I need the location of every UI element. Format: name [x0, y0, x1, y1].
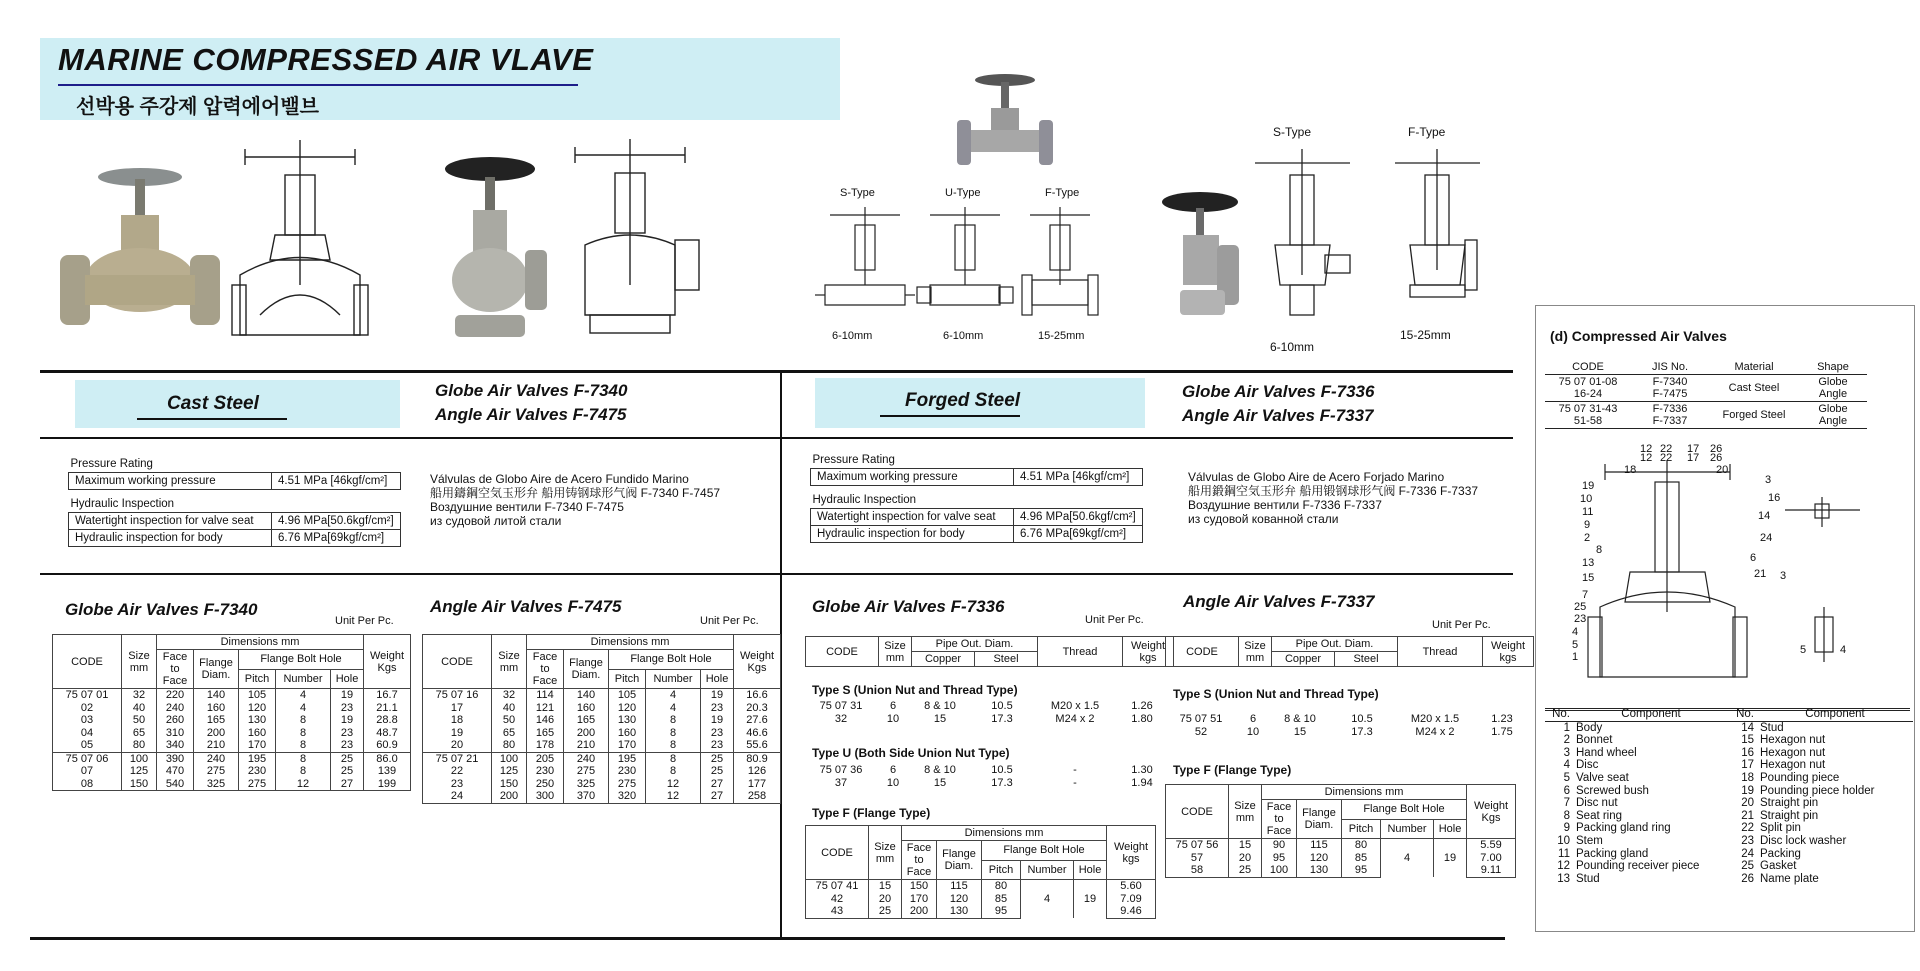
f-type-drawing	[1020, 205, 1100, 325]
forged-hydraulic-heading: Hydraulic Inspection	[812, 494, 917, 506]
col-code: CODE	[806, 826, 869, 880]
col-code: CODE	[53, 635, 122, 689]
u-type-label: U-Type	[945, 187, 981, 199]
forged-f-type-label: F-Type	[1408, 125, 1446, 139]
col-copper: Copper	[1272, 652, 1335, 667]
rule-top	[40, 370, 1513, 373]
list-item: 6 Screwed bush 19 Pounding piece holder	[1563, 784, 1875, 797]
cast-body-inspection-value: 6.76 MPa[69kgf/cm²]	[272, 530, 401, 547]
cast-globe-valve-photo	[55, 165, 225, 340]
diagram-number: 16	[1768, 492, 1781, 504]
diagram-number: 4	[1840, 644, 1847, 656]
col-hole: Hole	[1434, 819, 1467, 839]
t7336-unit: Unit Per Pc.	[1085, 614, 1144, 626]
col-pitch: Pitch	[982, 860, 1021, 880]
s-type-label: S-Type	[840, 187, 875, 199]
col-hole: Hole	[701, 669, 734, 689]
cast-body-inspection-label: Hydraulic inspection for body	[69, 530, 272, 547]
t7336-type-f-table	[805, 825, 1156, 919]
cast-name-es: Válvulas de Globo Aire de Acero Fundido Marino	[430, 472, 689, 486]
col-flange: Flange Diam.	[1297, 800, 1342, 839]
col-flange: Flange Diam.	[937, 841, 982, 880]
col-thread: Thread	[1038, 637, 1123, 667]
cast-angle-valve-drawing	[565, 135, 705, 350]
table-row: 52 10 15 17.3 M24 x 2 1.75	[1194, 725, 1513, 738]
s-type-drawing	[815, 205, 915, 325]
col-fbh: Flange Bolt Hole	[609, 650, 734, 670]
cast-name-cn: 船用鑄鋼空気玉形弁 船用铸钢球形气阀 F-7340 F-7457	[430, 486, 721, 500]
table-row: 75 07 01 32 220 140 105 4 19 16.7	[53, 689, 411, 702]
s-type-size: 6-10mm	[832, 330, 873, 342]
table-row: 19 65 165 200 160 8 23 46.6	[423, 727, 781, 740]
col-code: CODE	[423, 635, 492, 689]
table-row: 57 20 95 120 85 7.00	[1166, 852, 1516, 865]
u-type-size: 6-10mm	[943, 330, 984, 342]
table-row: 75 07 36 6 8 & 10 10.5 - 1.30	[819, 764, 1153, 776]
list-item: 9 Packing gland ring 22 Split pin	[1563, 822, 1801, 835]
f-type-size: 15-25mm	[1038, 330, 1085, 342]
forged-multilingual-names	[1188, 470, 1478, 526]
diagram-number: 11	[1582, 506, 1594, 518]
rule-3	[40, 573, 1513, 575]
panel-col-material: Material	[1734, 361, 1774, 373]
diagram-number: 9	[1584, 519, 1591, 531]
col-number: Number	[646, 669, 701, 689]
table-row: 37 10 15 17.3 - 1.94	[834, 776, 1153, 789]
col-number: Number	[1021, 860, 1074, 880]
table-row: 42 20 170 120 85 7.09	[806, 893, 1156, 906]
col-dimensions: Dimensions mm	[902, 826, 1107, 841]
table-row: 75 07 21 100 205 240 195 8 25 80.9	[423, 752, 781, 765]
forged-steel-label: Forged Steel	[905, 390, 1021, 411]
comp-col-no: No.	[1736, 708, 1754, 720]
table-row: 18 50 146 165 130 8 19 27.6	[423, 714, 781, 727]
diagram-number: 17	[1687, 443, 1700, 455]
page-subtitle: 선박용 주강제 압력에어밸브	[76, 96, 319, 118]
table-row: 75 07 51 6 8 & 10 10.5 M20 x 1.5 1.23	[1179, 713, 1513, 725]
table-row: 23 150 250 325 275 12 27 177	[423, 778, 781, 791]
forged-watertight-value: 4.96 MPa[50.6kgf/cm²]	[1014, 509, 1143, 526]
t7340-unit: Unit Per Pc.	[335, 615, 394, 627]
table-row: 03 50 260 165 130 8 19 28.8	[53, 714, 411, 727]
list-item: 10 Stem 23 Disc lock washer	[1557, 834, 1847, 847]
col-number: Number	[1381, 819, 1434, 839]
col-weight: Weight Kgs	[364, 635, 411, 689]
table-row: 22 125 230 275 230 8 25 126	[423, 765, 781, 778]
list-item: 12 Pounding receiver piece 25 Gasket	[1557, 860, 1797, 873]
cast-title-angle: Angle Air Valves F-7475	[435, 405, 627, 424]
col-code: CODE	[806, 637, 879, 667]
col-dimensions: Dimensions mm	[157, 635, 364, 650]
t7336-type-s-rows	[805, 700, 1167, 725]
t7475-unit: Unit Per Pc.	[700, 615, 759, 627]
col-face: Face to Face	[157, 650, 194, 689]
comp-col-no: No.	[1552, 708, 1570, 720]
comp-col-name: Component	[1805, 708, 1865, 720]
table-row: 43 25 200 130 95 9.46	[806, 905, 1156, 918]
panel-d-table	[1545, 360, 1867, 429]
cast-multilingual-names	[430, 472, 720, 528]
forged-max-pressure-label: Maximum working pressure	[811, 469, 1014, 486]
list-item: 5 Valve seat 18 Pounding piece	[1563, 771, 1840, 784]
diagram-number: 6	[1750, 552, 1757, 564]
diagram-number: 26	[1710, 452, 1723, 464]
t7336-type-u-label: Type U (Both Side Union Nut Type)	[812, 746, 1010, 760]
col-size: Size mm	[492, 635, 527, 689]
diagram-number: 23	[1574, 613, 1587, 625]
col-size: Size mm	[879, 637, 912, 667]
col-size: Size mm	[869, 826, 902, 880]
table-row: 75 07 31 6 8 & 10 10.5 M20 x 1.5 1.26	[819, 700, 1153, 712]
forged-name-ru1: Воздушние вентили F-7336 F-7337	[1188, 498, 1382, 512]
diagram-number: 5	[1800, 644, 1807, 656]
t7340-table	[52, 634, 411, 791]
forged-body-inspection-label: Hydraulic inspection for body	[811, 526, 1014, 543]
diagram-number: 1	[1572, 651, 1579, 663]
col-weight: Weight kgs	[1123, 637, 1174, 667]
diagram-number: 12	[1640, 452, 1653, 464]
table-row: 05 80 340 210 170 8 23 60.9	[53, 739, 411, 752]
forged-steel-underline	[880, 415, 1020, 417]
f-type-label: F-Type	[1045, 187, 1080, 199]
forged-watertight-label: Watertight inspection for valve seat	[811, 509, 1014, 526]
table-row: 24 200 300 370 320 12 27 258	[423, 790, 781, 803]
cast-title-globe: Globe Air Valves F-7340	[435, 381, 628, 400]
table-row: 75 07 31-43 51-58 F-7336 F-7337 Forged Steel Globe Angle	[1545, 402, 1867, 429]
panel-col-shape: Shape	[1817, 361, 1849, 373]
rule-2	[40, 437, 1513, 439]
cast-pressure-heading: Pressure Rating	[70, 458, 153, 470]
col-face: Face to Face	[902, 841, 937, 880]
table-row: 75 07 16 32 114 140 105 4 19 16.6	[423, 689, 781, 702]
cast-steel-label: Cast Steel	[167, 393, 259, 414]
col-pitch: Pitch	[239, 669, 276, 689]
col-code: CODE	[1166, 637, 1239, 667]
col-size: Size mm	[122, 635, 157, 689]
forged-s-type-label: S-Type	[1273, 125, 1312, 139]
forged-pressure-heading: Pressure Rating	[812, 454, 895, 466]
panel-col-jis: JIS No.	[1651, 361, 1689, 373]
cast-name-ru1: Воздушние вентили F-7340 F-7475	[430, 500, 624, 514]
table-row: 04 65 310 200 160 8 23 48.7	[53, 727, 411, 740]
col-size: Size mm	[1229, 785, 1262, 839]
diagram-number: 19	[1582, 480, 1595, 492]
col-weight: Weight Kgs	[1467, 785, 1516, 839]
col-fbh: Flange Bolt Hole	[982, 841, 1107, 861]
diagram-labels	[1560, 452, 1900, 697]
t7337-type-s-label: Type S (Union Nut and Thread Type)	[1173, 687, 1379, 701]
u-type-drawing	[915, 205, 1015, 325]
t7336-type-s-label: Type S (Union Nut and Thread Type)	[812, 683, 1018, 697]
cast-pressure-block	[68, 454, 401, 547]
col-hole: Hole	[1074, 860, 1107, 880]
diagram-number: 22	[1660, 452, 1673, 464]
list-item: 1 Body 14 Stud	[1563, 721, 1784, 734]
t7336-type-s-table	[805, 636, 1174, 667]
col-flange: Flange Diam.	[564, 650, 609, 689]
t7340-title: Globe Air Valves F-7340	[65, 600, 258, 619]
cast-globe-valve-drawing	[230, 135, 370, 350]
col-steel: Steel	[1335, 652, 1398, 667]
col-face: Face to Face	[527, 650, 564, 689]
components-table	[1545, 708, 1913, 885]
forged-globe-valve-photo	[955, 70, 1055, 170]
table-row: 20 80 178 210 170 8 23 55.6	[423, 739, 781, 752]
t7337-title: Angle Air Valves F-7337	[1183, 592, 1375, 611]
diagram-number: 26	[1710, 443, 1723, 455]
table-row: 32 10 15 17.3 M24 x 2 1.80	[834, 712, 1153, 725]
panel-col-code: CODE	[1572, 361, 1604, 373]
table-row: 08 150 540 325 275 12 27 199	[53, 778, 411, 791]
diagram-number: 18	[1624, 464, 1637, 476]
table-row: 02 40 240 160 120 4 23 21.1	[53, 702, 411, 715]
col-pipe: Pipe Out. Diam.	[912, 637, 1038, 652]
diagram-number: 17	[1687, 452, 1700, 464]
list-item: 13 Stud 26 Name plate	[1557, 872, 1819, 885]
table-row: 17 40 121 160 120 4 23 20.3	[423, 702, 781, 715]
col-pitch: Pitch	[1342, 819, 1381, 839]
title-underline	[58, 84, 578, 86]
cast-watertight-label: Watertight inspection for valve seat	[69, 513, 272, 530]
cast-max-pressure-value: 4.51 MPa [46kgf/cm²]	[272, 473, 401, 490]
table-row: 75 07 01-08 16-24 F-7340 F-7475 Cast Steel Globe Angle	[1545, 375, 1867, 402]
forged-name-es: Válvulas de Globo Aire de Acero Forjado Marino	[1188, 470, 1445, 484]
diagram-number: 10	[1580, 493, 1593, 505]
diagram-number: 4	[1572, 626, 1579, 638]
t7336-type-f-label: Type F (Flange Type)	[812, 806, 931, 820]
t7475-title: Angle Air Valves F-7475	[430, 597, 622, 616]
diagram-number: 2	[1584, 532, 1591, 544]
t7336-type-u-rows	[805, 764, 1167, 789]
col-dimensions: Dimensions mm	[1262, 785, 1467, 800]
col-weight: Weight kgs	[1107, 826, 1156, 880]
col-pitch: Pitch	[609, 669, 646, 689]
forged-name-ru2: из судовой кованной стали	[1188, 512, 1339, 526]
diagram-number: 13	[1582, 557, 1595, 569]
forged-angle-f-type-drawing	[1385, 145, 1500, 325]
col-size: Size mm	[1239, 637, 1272, 667]
col-flange: Flange Diam.	[194, 650, 239, 689]
diagram-number: 20	[1716, 464, 1729, 476]
table-row: 58 25 100 130 95 9.11	[1166, 864, 1516, 877]
diagram-number: 5	[1572, 639, 1579, 651]
diagram-number: 7	[1582, 589, 1589, 601]
col-fbh: Flange Bolt Hole	[239, 650, 364, 670]
table-row: 75 07 41 15 150 115 80 4 19 5.60	[806, 880, 1156, 893]
forged-f-type-size: 15-25mm	[1400, 328, 1451, 342]
cast-max-pressure-label: Maximum working pressure	[69, 473, 272, 490]
forged-max-pressure-value: 4.51 MPa [46kgf/cm²]	[1014, 469, 1143, 486]
diagram-number: 3	[1765, 474, 1772, 486]
comp-col-name: Component	[1621, 708, 1681, 720]
cast-watertight-value: 4.96 MPa[50.6kgf/cm²]	[272, 513, 401, 530]
cast-angle-valve-photo	[440, 155, 550, 345]
t7337-type-s-rows	[1165, 713, 1527, 738]
t7337-type-s-table	[1165, 636, 1534, 667]
cast-name-ru2: из судовой литой стали	[430, 514, 562, 528]
diagram-number: 15	[1582, 572, 1595, 584]
t7337-type-f-table	[1165, 784, 1516, 878]
forged-pressure-block	[810, 450, 1143, 543]
forged-angle-s-type-drawing	[1245, 145, 1360, 335]
diagram-number: 21	[1754, 568, 1767, 580]
list-item: 2 Bonnet 15 Hexagon nut	[1563, 734, 1826, 747]
forged-name-cn: 船用鍛鋼空気玉形弁 船用锻钢球形气阀 F-7336 F-7337	[1188, 484, 1479, 498]
col-copper: Copper	[912, 652, 975, 667]
panel-d-title: (d) Compressed Air Valves	[1550, 328, 1727, 344]
t7337-type-f-label: Type F (Flange Type)	[1173, 763, 1292, 777]
table-row: 75 07 56 15 90 115 80 4 19 5.59	[1166, 839, 1516, 852]
rule-bottom	[30, 937, 1505, 940]
cast-hydraulic-heading: Hydraulic Inspection	[70, 498, 175, 510]
page-title: MARINE COMPRESSED AIR VLAVE	[58, 42, 594, 77]
col-dimensions: Dimensions mm	[527, 635, 734, 650]
table-row: 75 07 06 100 390 240 195 8 25 86.0	[53, 752, 411, 765]
diagram-number: 3	[1780, 570, 1787, 582]
forged-title-angle: Angle Air Valves F-7337	[1182, 406, 1374, 425]
col-code: CODE	[1166, 785, 1229, 839]
col-pipe: Pipe Out. Diam.	[1272, 637, 1398, 652]
col-weight: Weight Kgs	[734, 635, 781, 689]
list-item: 7 Disc nut 20 Straight pin	[1563, 797, 1819, 810]
diagram-number: 14	[1758, 510, 1771, 522]
diagram-number: 22	[1660, 443, 1673, 455]
col-hole: Hole	[331, 669, 364, 689]
diagram-number: 8	[1596, 544, 1603, 556]
diagram-number: 12	[1640, 443, 1653, 455]
table-row: 07 125 470 275 230 8 25 139	[53, 765, 411, 778]
t7475-table	[422, 634, 781, 804]
col-steel: Steel	[975, 652, 1038, 667]
forged-title-globe: Globe Air Valves F-7336	[1182, 382, 1375, 401]
list-item: 4 Disc 17 Hexagon nut	[1563, 759, 1826, 772]
diagram-number: 25	[1574, 601, 1587, 613]
forged-body-inspection-value: 6.76 MPa[69kgf/cm²]	[1014, 526, 1143, 543]
col-number: Number	[276, 669, 331, 689]
cast-steel-underline	[137, 418, 287, 420]
forged-s-type-size: 6-10mm	[1270, 340, 1315, 354]
t7337-unit: Unit Per Pc.	[1432, 619, 1491, 631]
list-item: 3 Hand wheel 16 Hexagon nut	[1563, 746, 1826, 759]
col-thread: Thread	[1398, 637, 1483, 667]
col-face: Face to Face	[1262, 800, 1297, 839]
list-item: 11 Packing gland 24 Packing	[1558, 847, 1801, 860]
t7336-title: Globe Air Valves F-7336	[812, 597, 1005, 616]
col-fbh: Flange Bolt Hole	[1342, 800, 1467, 820]
diagram-number: 24	[1760, 532, 1773, 544]
col-weight: Weight kgs	[1483, 637, 1534, 667]
list-item: 8 Seat ring 21 Straight pin	[1563, 809, 1819, 822]
